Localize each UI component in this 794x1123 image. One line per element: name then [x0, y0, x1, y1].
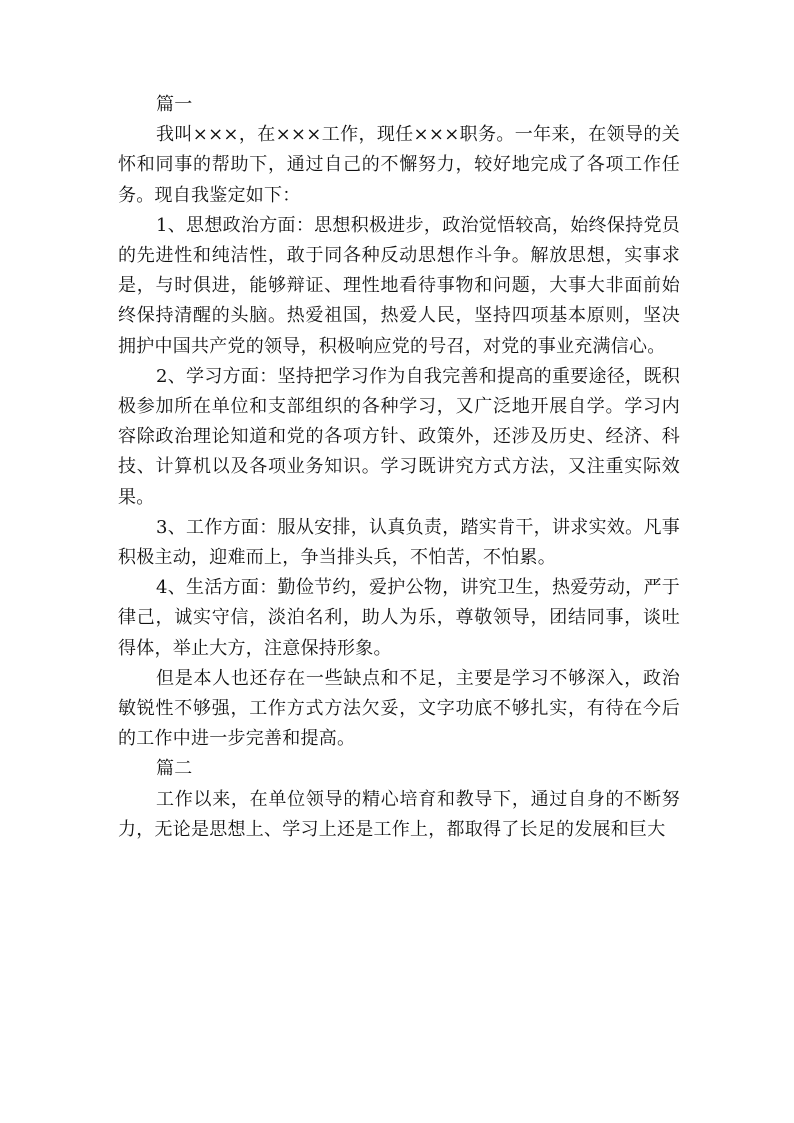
political-paragraph: 1、思想政治方面：思想积极进步，政治觉悟较高，始终保持党员的先进性和纯洁性，敢于同各种反动思想作斗争。解放思想，实事求是，与时俱进，能够辩证、理性地看待事物和问题，大事大非面前始终保持清醒的头脑。热爱祖国，热爱人民，坚持四项基本原则，坚决拥护中国共产党的领导，积极响应党的号召，对党的事业充满信心。 [118, 214, 680, 357]
section-heading-1: 篇一 [156, 94, 193, 115]
intro-paragraph: 我叫×××，在×××工作，现任×××职务。一年来，在领导的关怀和同事的帮助下，通过自己的不懈努力，较好地完成了各项工作任务。现自我鉴定如下： [118, 124, 680, 206]
document-body [118, 90, 680, 845]
shortcomings-paragraph: 但是本人也还存在一些缺点和不足，主要是学习不够深入，政治敏锐性不够强，工作方式方法欠妥，文字功底不够扎实，有待在今后的工作中进一步完善和提高。 [118, 667, 680, 750]
study-paragraph: 2、学习方面：坚持把学习作为自我完善和提高的重要途径，既积极参加所在单位和支部组织的各种学习，又广泛地开展自学。学习内容除政治理论知道和党的各项方针、政策外，还涉及历史、经济、科技、计算机以及各项业务知识。学习既讲究方式方法，又注重实际效果。 [118, 365, 680, 508]
life-paragraph: 4、生活方面：勤俭节约，爱护公物，讲究卫生，热爱劳动，严于律己，诚实守信，淡泊名利，助人为乐，尊敬领导，团结同事，谈吐得体，举止大方，注意保持形象。 [118, 577, 680, 659]
work-paragraph: 3、工作方面：服从安排，认真负责，踏实肯干，讲求实效。凡事积极主动，迎难而上，争当排头兵，不怕苦，不怕累。 [118, 516, 680, 569]
section-heading-2: 篇二 [156, 758, 193, 780]
section-two-paragraph: 工作以来，在单位领导的精心培育和教导下，通过自身的不断努力，无论是思想上、学习上还是工作上，都取得了长足的发展和巨大 [118, 788, 680, 840]
